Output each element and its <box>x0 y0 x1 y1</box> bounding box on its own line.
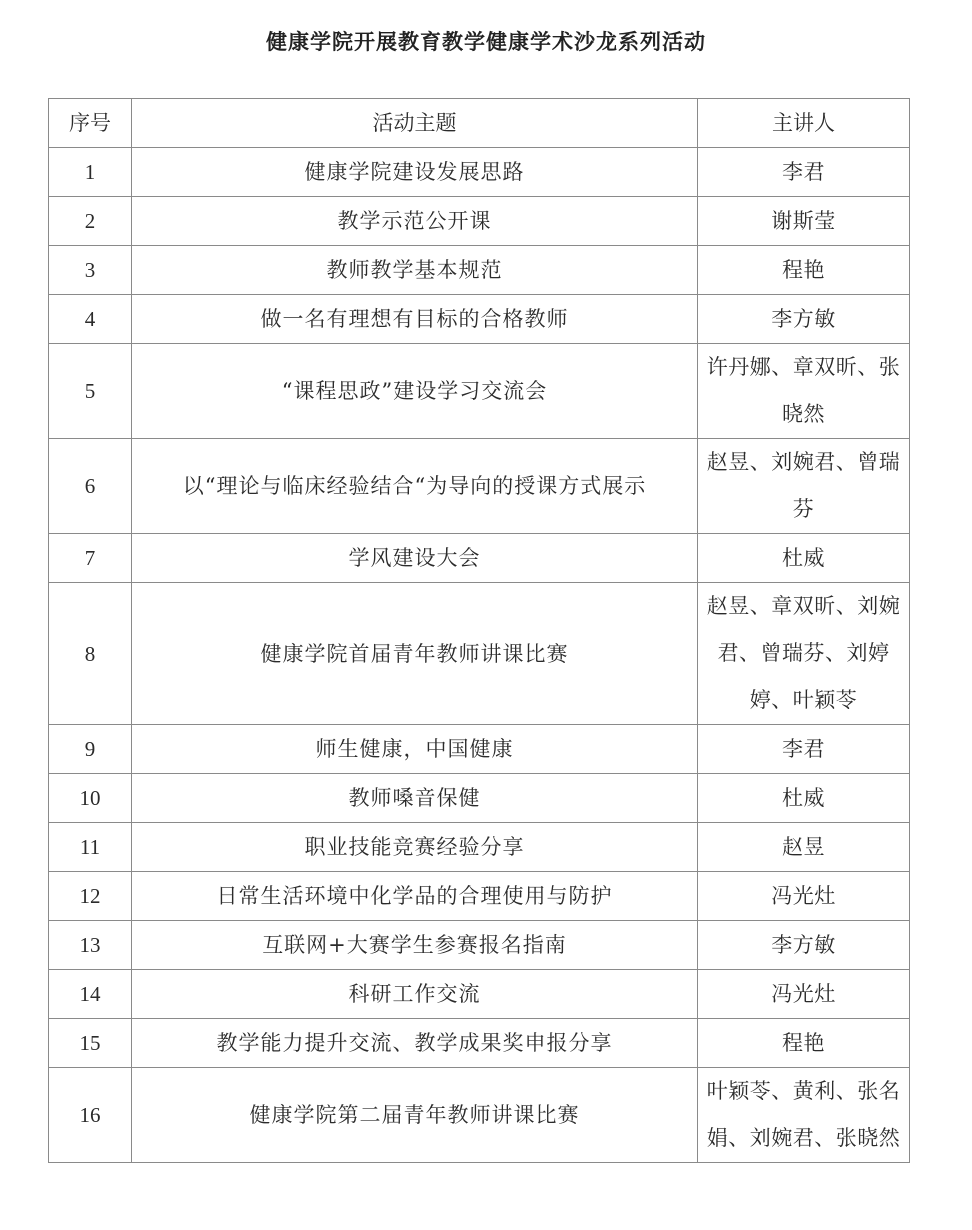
table-row <box>49 295 910 344</box>
header-speaker: 主讲人 <box>698 99 910 148</box>
row-speaker: 冯光灶 <box>698 970 910 1019</box>
row-topic: 职业技能竞赛经验分享 <box>132 823 698 872</box>
row-speaker: 李方敏 <box>698 295 910 344</box>
table-row <box>49 344 910 439</box>
row-topic: 教学能力提升交流、教学成果奖申报分享 <box>132 1019 698 1068</box>
document-title: 健康学院开展教育教学健康学术沙龙系列活动 <box>266 30 706 54</box>
row-topic: 日常生活环境中化学品的合理使用与防护 <box>132 872 698 921</box>
table-row <box>49 823 910 872</box>
row-topic: “课程思政”建设学习交流会 <box>132 344 698 439</box>
row-speaker: 李君 <box>698 148 910 197</box>
row-number: 14 <box>49 970 132 1019</box>
table-row <box>49 1019 910 1068</box>
row-speaker: 杜威 <box>698 774 910 823</box>
table-row <box>49 774 910 823</box>
row-topic: 学风建设大会 <box>132 534 698 583</box>
table-row <box>49 583 910 725</box>
table-row <box>49 1068 910 1163</box>
row-number: 6 <box>49 439 132 534</box>
row-speaker: 李方敏 <box>698 921 910 970</box>
table-row <box>49 725 910 774</box>
row-speaker: 李君 <box>698 725 910 774</box>
row-speaker: 赵昱、刘婉君、曾瑞芬 <box>698 439 910 534</box>
row-topic: 以“理论与临床经验结合“为导向的授课方式展示 <box>132 439 698 534</box>
row-number: 7 <box>49 534 132 583</box>
row-topic: 健康学院第二届青年教师讲课比赛 <box>132 1068 698 1163</box>
row-topic: 做一名有理想有目标的合格教师 <box>132 295 698 344</box>
row-number: 9 <box>49 725 132 774</box>
row-topic: 师生健康，中国健康 <box>132 725 698 774</box>
row-speaker: 程艳 <box>698 1019 910 1068</box>
row-number: 8 <box>49 583 132 725</box>
row-speaker: 杜威 <box>698 534 910 583</box>
table-header-row <box>49 99 910 148</box>
row-topic: 健康学院建设发展思路 <box>132 148 698 197</box>
row-topic: 科研工作交流 <box>132 970 698 1019</box>
table-row <box>49 970 910 1019</box>
row-topic: 教师教学基本规范 <box>132 246 698 295</box>
row-number: 4 <box>49 295 132 344</box>
row-speaker: 叶颖苓、黄利、张名娟、刘婉君、张晓然 <box>698 1068 910 1163</box>
row-number: 2 <box>49 197 132 246</box>
row-number: 10 <box>49 774 132 823</box>
row-speaker: 谢斯莹 <box>698 197 910 246</box>
row-number: 12 <box>49 872 132 921</box>
table-row <box>49 148 910 197</box>
row-speaker: 程艳 <box>698 246 910 295</box>
table-row <box>49 197 910 246</box>
table-row <box>49 439 910 534</box>
row-number: 15 <box>49 1019 132 1068</box>
header-serial-number: 序号 <box>49 99 132 148</box>
activities-table <box>48 98 910 1163</box>
table-row <box>49 246 910 295</box>
row-number: 1 <box>49 148 132 197</box>
row-topic: 健康学院首届青年教师讲课比赛 <box>132 583 698 725</box>
row-number: 13 <box>49 921 132 970</box>
row-number: 11 <box>49 823 132 872</box>
row-speaker: 赵昱 <box>698 823 910 872</box>
table-row <box>49 872 910 921</box>
row-topic: 教师嗓音保健 <box>132 774 698 823</box>
row-topic: 教学示范公开课 <box>132 197 698 246</box>
row-number: 16 <box>49 1068 132 1163</box>
row-speaker: 赵昱、章双昕、刘婉君、曾瑞芬、刘婷婷、叶颖苓 <box>698 583 910 725</box>
table-row <box>49 921 910 970</box>
row-topic: 互联网+大赛学生参赛报名指南 <box>132 921 698 970</box>
row-number: 3 <box>49 246 132 295</box>
header-activity-topic: 活动主题 <box>132 99 698 148</box>
row-speaker: 许丹娜、章双昕、张晓然 <box>698 344 910 439</box>
row-speaker: 冯光灶 <box>698 872 910 921</box>
table-row <box>49 534 910 583</box>
row-number: 5 <box>49 344 132 439</box>
